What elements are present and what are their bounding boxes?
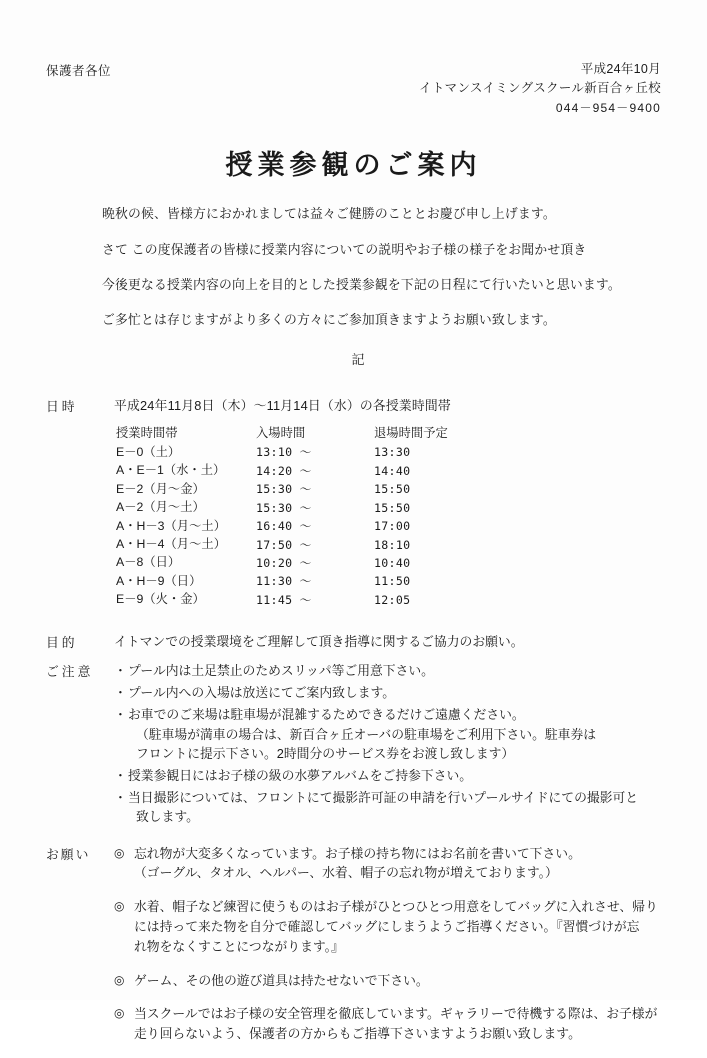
intro-line-4: ご多忙とは存じますがより多くの方々にご参加頂きますようお願い致します。 — [102, 310, 661, 329]
addressee: 保護者各位 — [46, 60, 111, 81]
col-header-entry: 入場時間 — [256, 425, 374, 443]
cell-entry: 15:30 〜 — [256, 481, 374, 499]
phone-number: 044－954－9400 — [419, 99, 661, 118]
section-notes — [46, 661, 661, 830]
section-label-notes: ご注意 — [46, 661, 114, 830]
cell-entry: 17:50 〜 — [256, 536, 374, 554]
section-label-requests: お願い — [46, 844, 114, 1058]
cell-exit: 11:50 — [374, 573, 494, 591]
table-row — [116, 554, 494, 572]
note-text: 授業参観日にはお子様の級の水夢アルバムをご持参下さい。 — [128, 768, 472, 783]
bullet-dot-icon: ・ — [114, 766, 127, 785]
list-item — [114, 971, 661, 991]
request-subtext: 走り回らないよう、保護者の方からもご指導下さいますようお願い致します。 — [134, 1024, 661, 1044]
cell-entry: 11:30 〜 — [256, 573, 374, 591]
sender-block — [419, 60, 661, 117]
cell-exit: 15:50 — [374, 499, 494, 517]
col-header-class: 授業時間帯 — [116, 425, 256, 443]
requests-list — [114, 844, 661, 1045]
cell-class: A－8（日） — [116, 554, 256, 572]
request-subtext: （ゴーグル、タオル、ヘルパー、水着、帽子の忘れ物が増えております。） — [134, 863, 661, 883]
purpose-text: イトマンでの授業環境をご理解して頂き指導に関するご協力のお願い。 — [114, 632, 661, 651]
cell-exit: 14:40 — [374, 462, 494, 480]
list-item — [114, 1004, 661, 1044]
document-header — [46, 60, 661, 117]
double-circle-icon: ◎ — [114, 844, 124, 863]
intro-line-1: 晩秋の候、皆様方におかれましては益々ご健勝のこととお慶び申し上げます。 — [102, 204, 661, 223]
cell-class: A・H－3（月〜土） — [116, 518, 256, 536]
table-row — [116, 444, 494, 462]
datetime-range: 平成24年11月8日（木）〜11月14日（水）の各授業時間帯 — [114, 396, 661, 415]
note-text: 当日撮影については、フロントにて撮影許可証の申請を行いプールサイドにての撮影可と — [128, 790, 638, 805]
cell-exit: 12:05 — [374, 591, 494, 609]
cell-entry: 10:20 〜 — [256, 554, 374, 572]
request-text: 当スクールではお子様の安全管理を徹底しています。ギャラリーで待機する際は、お子様が — [134, 1006, 657, 1021]
cell-exit: 15:50 — [374, 481, 494, 499]
request-text: ゲーム、その他の遊び道具は持たせないで下さい。 — [134, 973, 429, 988]
list-item — [114, 683, 661, 702]
page-title: 授業参観のご案内 — [46, 143, 661, 182]
table-row — [116, 536, 494, 554]
cell-exit: 17:00 — [374, 518, 494, 536]
cell-exit: 18:10 — [374, 536, 494, 554]
cell-class: E－0（土） — [116, 444, 256, 462]
request-subtext-2: れ物をなくすことにつながります。』 — [134, 937, 661, 957]
bullet-dot-icon: ・ — [114, 683, 127, 702]
note-subtext: 致します。 — [128, 807, 661, 826]
intro-line-2: さて この度保護者の皆様に授業内容についての説明やお子様の様子をお聞かせ頂き — [102, 240, 661, 259]
bullet-dot-icon: ・ — [114, 661, 127, 680]
notes-list — [114, 661, 661, 827]
intro-paragraphs — [102, 204, 661, 329]
section-datetime — [46, 396, 661, 622]
school-name: イトマンスイミングスクール新百合ヶ丘校 — [419, 79, 661, 98]
list-item — [114, 766, 661, 785]
cell-exit: 13:30 — [374, 444, 494, 462]
cell-class: A・E－1（水・土） — [116, 462, 256, 480]
bullet-dot-icon: ・ — [114, 705, 127, 724]
cell-entry: 14:20 〜 — [256, 462, 374, 480]
table-row — [116, 518, 494, 536]
list-item — [114, 844, 661, 884]
request-subtext: には持って来た物を自分で確認してバッグにしまうようご指導ください。『習慣づけが忘 — [134, 917, 661, 937]
request-text: 忘れ物が大変多くなっています。お子様の持ち物にはお名前を書いて下さい。 — [134, 846, 581, 861]
table-row — [116, 591, 494, 609]
note-text: お車でのご来場は駐車場が混雑するためできるだけご遠慮ください。 — [128, 707, 525, 722]
ki-marker: 記 — [46, 349, 661, 368]
issue-date: 平成24年10月 — [419, 60, 661, 79]
list-item — [114, 788, 661, 826]
request-text: 水着、帽子など練習に使うものはお子様がひとつひとつ用意をしてバッグに入れさせ、帰り — [134, 899, 658, 914]
cell-class: A－2（月〜土） — [116, 499, 256, 517]
list-item — [114, 705, 661, 763]
table-row — [116, 481, 494, 499]
cell-entry: 16:40 〜 — [256, 518, 374, 536]
cell-class: E－9（火・金） — [116, 591, 256, 609]
table-row — [116, 499, 494, 517]
double-circle-icon: ◎ — [114, 971, 124, 990]
double-circle-icon: ◎ — [114, 1004, 124, 1023]
schedule-table — [116, 425, 494, 610]
cell-exit: 10:40 — [374, 554, 494, 572]
cell-class: A・H－9（日） — [116, 573, 256, 591]
list-item — [114, 661, 661, 680]
section-purpose — [46, 632, 661, 651]
note-text: プール内への入場は放送にてご案内致します。 — [128, 685, 395, 700]
table-row — [116, 462, 494, 480]
section-label-datetime: 日時 — [46, 396, 114, 622]
table-row — [116, 573, 494, 591]
list-item — [114, 897, 661, 956]
col-header-exit: 退場時間予定 — [374, 425, 494, 443]
cell-class: E－2（月〜金） — [116, 481, 256, 499]
note-subtext: フロントに提示下さい。2時間分のサービス券をお渡し致します） — [128, 744, 661, 763]
cell-entry: 13:10 〜 — [256, 444, 374, 462]
table-header-row — [116, 425, 494, 443]
bullet-dot-icon: ・ — [114, 788, 127, 807]
note-subtext: （駐車場が満車の場合は、新百合ヶ丘オーバの駐車場をご利用下さい。駐車券は — [128, 725, 661, 744]
cell-entry: 11:45 〜 — [256, 591, 374, 609]
cell-class: A・H－4（月〜土） — [116, 536, 256, 554]
intro-line-3: 今後更なる授業内容の向上を目的とした授業参観を下記の日程にて行いたいと思います。 — [102, 275, 661, 294]
note-text: プール内は土足禁止のためスリッパ等ご用意下さい。 — [128, 663, 434, 678]
cell-entry: 15:30 〜 — [256, 499, 374, 517]
section-label-purpose: 目的 — [46, 632, 114, 651]
double-circle-icon: ◎ — [114, 897, 124, 916]
section-requests — [46, 844, 661, 1058]
